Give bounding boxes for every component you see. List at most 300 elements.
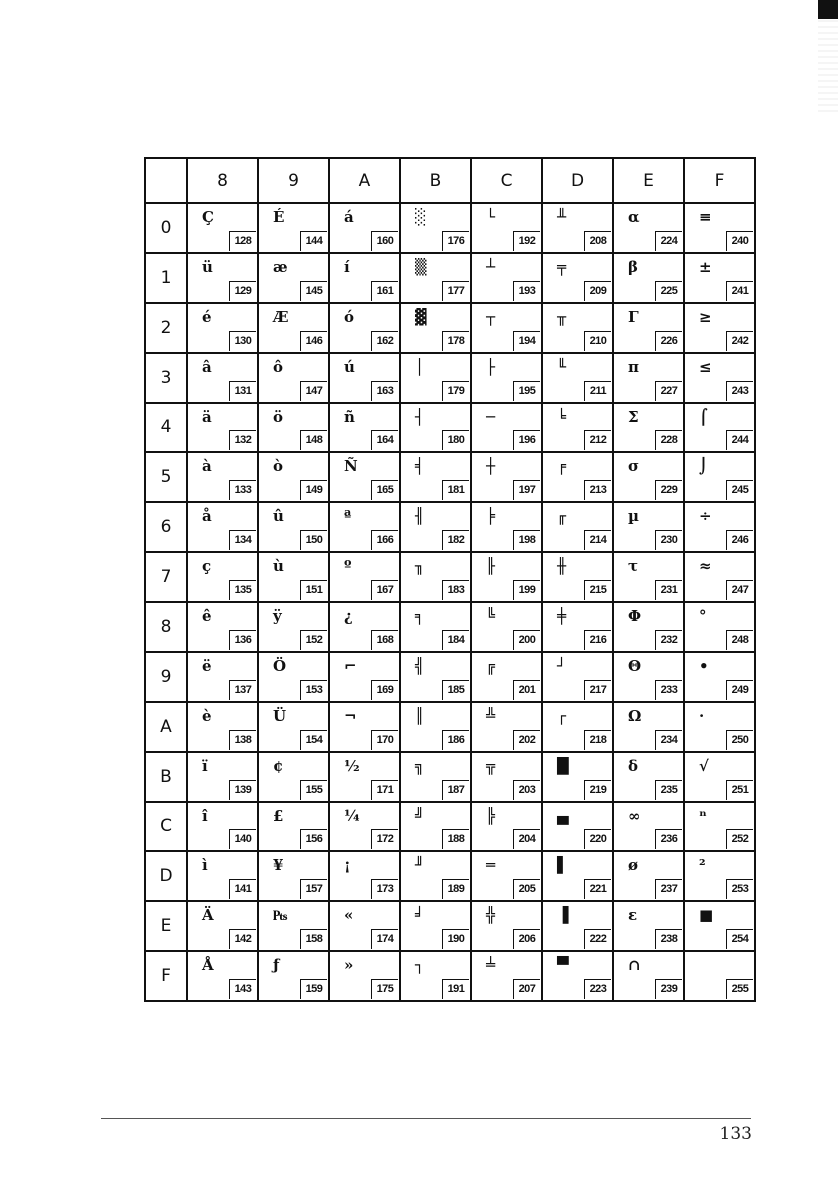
code-number: 209 [584,281,611,301]
code-number: 161 [371,281,398,301]
column-header-row [145,158,755,203]
char-cell [400,702,471,752]
glyph: ┴ [486,257,496,276]
glyph: Ω [628,706,642,725]
glyph: ø [628,856,639,875]
glyph: ô [273,357,284,376]
glyph: ê [202,607,212,625]
char-cell [258,452,329,502]
page-number: 133 [719,1124,752,1144]
char-cell [258,552,329,602]
row-header: 0 [145,203,187,253]
glyph: ╞ [486,507,496,526]
char-cell [187,602,258,652]
footer-rule [101,1118,751,1119]
glyph: ± [699,257,712,276]
char-cell [400,552,471,602]
glyph: ü [202,257,213,276]
glyph: ¬ [344,706,357,725]
glyph: ╨ [557,208,567,226]
char-cell [329,552,400,602]
char-cell [187,353,258,403]
glyph: ┤ [415,407,425,426]
glyph: è [202,706,212,725]
char-cell [471,951,542,1001]
code-number: 168 [371,630,398,650]
char-cell [400,303,471,353]
glyph: ▓ [415,307,427,326]
glyph: ÷ [699,507,712,526]
code-number: 189 [442,879,469,899]
table-row [145,602,755,652]
code-number: 222 [584,929,611,949]
glyph: ┌ [557,706,567,725]
char-cell [684,303,755,353]
code-number: 169 [371,680,398,700]
glyph: Æ [273,307,289,326]
code-number: 226 [655,331,682,351]
char-cell [542,552,613,602]
column-header: A [329,158,400,203]
char-cell [329,802,400,852]
code-number: 159 [300,979,327,999]
glyph: ╢ [415,507,425,526]
char-cell [471,403,542,453]
scan-corner-mark [818,0,838,19]
char-cell [613,203,684,253]
code-number: 253 [726,879,753,899]
glyph: α [628,208,640,226]
code-number: 142 [229,929,256,949]
char-cell [684,552,755,602]
char-cell [542,303,613,353]
code-number: 254 [726,929,753,949]
code-number: 178 [442,331,469,351]
char-cell [187,203,258,253]
code-number: 247 [726,580,753,600]
char-cell [542,602,613,652]
glyph: ║ [415,706,425,725]
row-header: D [145,851,187,901]
glyph: ª [344,507,352,526]
glyph: δ [628,756,639,775]
glyph: Ö [273,656,287,675]
code-number: 144 [300,231,327,251]
glyph: ⌡ [699,457,708,476]
char-cell [613,602,684,652]
glyph: π [628,357,639,376]
char-cell [400,951,471,1001]
code-number: 143 [229,979,256,999]
glyph: æ [273,257,288,276]
code-number: 157 [300,879,327,899]
char-cell [400,602,471,652]
glyph: £ [273,806,284,825]
glyph: î [202,806,208,825]
glyph: ╫ [557,557,567,576]
code-number: 139 [229,780,256,800]
char-cell [542,752,613,802]
char-cell [400,652,471,702]
table-row [145,303,755,353]
char-cell [684,951,755,1001]
glyph: ╜ [415,856,425,875]
code-number: 249 [726,680,753,700]
glyph: í [344,257,350,276]
char-cell [329,602,400,652]
code-number: 236 [655,829,682,849]
code-number: 166 [371,530,398,550]
code-number: 211 [584,381,611,401]
glyph: ¥ [273,856,284,875]
glyph: ▐ [557,906,569,925]
code-number: 238 [655,929,682,949]
column-header: 8 [187,158,258,203]
char-cell [684,353,755,403]
glyph: ö [273,407,284,426]
row-header: E [145,901,187,951]
char-cell [542,901,613,951]
glyph: ╡ [415,457,425,476]
glyph: ë [202,656,212,675]
char-cell [613,702,684,752]
column-header: F [684,158,755,203]
code-number: 137 [229,680,256,700]
code-number: 153 [300,680,327,700]
glyph: ⌐ [344,656,357,675]
code-number: 147 [300,381,327,401]
glyph: ╥ [557,307,567,326]
glyph: ╛ [415,906,425,925]
table-row [145,502,755,552]
char-cell [187,552,258,602]
char-cell [613,951,684,1001]
code-number: 219 [584,780,611,800]
code-number: 186 [442,730,469,750]
glyph: ¢ [273,756,284,775]
glyph: τ [628,557,639,576]
code-number: 136 [229,630,256,650]
glyph: Å [202,956,214,975]
char-cell [187,303,258,353]
code-number: 134 [229,530,256,550]
char-cell [258,702,329,752]
glyph: ≤ [699,357,712,376]
char-cell [471,552,542,602]
char-cell [258,901,329,951]
char-cell [258,353,329,403]
char-cell [258,303,329,353]
glyph: ┬ [486,307,496,326]
code-number: 230 [655,530,682,550]
glyph: â [202,357,212,376]
glyph: ╦ [486,756,496,775]
code-number: 244 [726,430,753,450]
glyph: µ [628,507,639,526]
code-number: 146 [300,331,327,351]
char-cell [329,851,400,901]
char-cell [684,403,755,453]
glyph: ∞ [628,806,641,825]
code-number: 240 [726,231,753,251]
row-header: B [145,752,187,802]
char-cell [187,702,258,752]
glyph: ₧ [273,906,288,925]
glyph: ╘ [557,407,567,426]
char-cell [684,502,755,552]
char-cell [329,702,400,752]
row-header: 4 [145,403,187,453]
code-number: 150 [300,530,327,550]
char-cell [329,652,400,702]
char-cell [258,752,329,802]
char-cell [613,652,684,702]
char-cell [187,951,258,1001]
row-header: 6 [145,502,187,552]
char-cell [471,502,542,552]
char-cell [542,203,613,253]
char-cell [471,901,542,951]
glyph: ╖ [415,557,425,576]
glyph: ε [628,906,638,925]
char-cell [684,901,755,951]
code-number: 221 [584,879,611,899]
glyph: Γ [628,307,639,326]
glyph: ÿ [273,607,282,625]
code-number: 231 [655,580,682,600]
char-cell [684,652,755,702]
code-number: 214 [584,530,611,550]
code-number: 246 [726,530,753,550]
char-cell [400,403,471,453]
code-number: 188 [442,829,469,849]
glyph: Ñ [344,457,358,476]
glyph: ╓ [557,507,567,526]
char-cell [613,802,684,852]
glyph: Ü [273,706,287,725]
char-cell [542,652,613,702]
table-row [145,652,755,702]
glyph: á [344,208,354,226]
glyph: ╙ [557,357,567,376]
glyph: ├ [486,357,496,376]
code-number: 184 [442,630,469,650]
glyph: Φ [628,607,642,625]
glyph: ¡ [344,856,351,875]
char-cell [187,253,258,303]
row-header: 9 [145,652,187,702]
char-cell [542,851,613,901]
glyph: ╧ [486,956,496,975]
column-header: C [471,158,542,203]
char-cell [471,702,542,752]
glyph: ¼ [344,806,360,825]
char-cell [329,452,400,502]
code-number: 242 [726,331,753,351]
column-header: E [613,158,684,203]
char-cell [542,502,613,552]
code-number: 175 [371,979,398,999]
table-row [145,552,755,602]
code-number: 212 [584,430,611,450]
row-header: F [145,951,187,1001]
table-row [145,951,755,1001]
char-cell [613,552,684,602]
glyph: ² [699,856,706,875]
code-number: 128 [229,231,256,251]
code-number: 229 [655,480,682,500]
code-number: 171 [371,780,398,800]
char-cell [613,403,684,453]
code-number: 203 [513,780,540,800]
code-number: 215 [584,580,611,600]
code-number: 218 [584,730,611,750]
code-number: 193 [513,281,540,301]
glyph: ƒ [273,956,280,975]
char-cell [613,502,684,552]
glyph: ▌ [557,856,569,875]
row-header: 8 [145,602,187,652]
glyph: « [344,906,354,925]
code-number: 176 [442,231,469,251]
char-cell [329,403,400,453]
char-cell [258,203,329,253]
table-body [145,203,755,1001]
code-number: 197 [513,480,540,500]
code-number: 191 [442,979,469,999]
char-cell [400,502,471,552]
glyph: β [628,257,638,276]
column-header: 9 [258,158,329,203]
glyph: ╣ [415,656,425,675]
char-cell [329,203,400,253]
code-number: 190 [442,929,469,949]
glyph: ╠ [486,806,496,825]
code-number: 172 [371,829,398,849]
code-number: 148 [300,430,327,450]
row-header: 5 [145,452,187,502]
char-cell [613,452,684,502]
char-cell [542,403,613,453]
code-number: 174 [371,929,398,949]
glyph: ñ [344,407,355,426]
code-number: 227 [655,381,682,401]
table-row [145,802,755,852]
code-number: 202 [513,730,540,750]
code-number: 194 [513,331,540,351]
char-cell [613,253,684,303]
glyph: σ [628,457,640,476]
char-cell [400,752,471,802]
char-cell [613,353,684,403]
char-cell [258,403,329,453]
glyph: ╟ [486,557,496,576]
glyph: ╒ [557,457,567,476]
glyph: ╪ [557,607,567,625]
code-number: 237 [655,879,682,899]
code-number: 180 [442,430,469,450]
char-cell [542,353,613,403]
table-row [145,203,755,253]
code-number: 233 [655,680,682,700]
glyph: • [699,656,709,675]
table-row [145,253,755,303]
glyph: · [699,706,705,725]
glyph: ∩ [628,956,641,975]
char-cell [684,253,755,303]
glyph: ≡ [699,208,712,226]
char-cell [542,253,613,303]
code-number: 181 [442,480,469,500]
char-cell [329,253,400,303]
glyph: É [273,208,285,226]
char-cell [400,203,471,253]
code-number: 158 [300,929,327,949]
glyph: ╔ [486,656,496,675]
char-cell [471,602,542,652]
code-number: 206 [513,929,540,949]
glyph: █ [557,756,569,775]
code-number: 201 [513,680,540,700]
character-code-table [144,157,756,1002]
char-cell [471,752,542,802]
code-number: 195 [513,381,540,401]
code-number: 133 [229,480,256,500]
glyph: Ä [202,906,214,925]
code-number: 135 [229,580,256,600]
code-number: 163 [371,381,398,401]
code-number: 149 [300,480,327,500]
char-cell [471,802,542,852]
char-cell [187,652,258,702]
code-number: 152 [300,630,327,650]
glyph: ░ [415,208,427,226]
glyph: Θ [628,656,642,675]
char-cell [258,602,329,652]
glyph: ì [202,856,208,875]
char-cell [471,203,542,253]
glyph: ╚ [486,607,496,625]
corner-cell [145,158,187,203]
glyph: ┼ [486,457,496,476]
code-number: 225 [655,281,682,301]
code-number: 248 [726,630,753,650]
table-row [145,752,755,802]
char-cell [613,303,684,353]
code-number: 205 [513,879,540,899]
glyph: é [202,307,212,326]
char-cell [329,303,400,353]
table-row [145,452,755,502]
glyph: ■ [699,906,714,925]
code-number: 182 [442,530,469,550]
code-number: 167 [371,580,398,600]
code-number: 156 [300,829,327,849]
glyph: ┐ [415,956,425,975]
row-header: 3 [145,353,187,403]
code-number: 199 [513,580,540,600]
row-header: 2 [145,303,187,353]
glyph: ù [273,557,284,576]
code-number: 223 [584,979,611,999]
char-cell [187,752,258,802]
code-number: 141 [229,879,256,899]
code-number: 235 [655,780,682,800]
code-number: 170 [371,730,398,750]
char-cell [542,802,613,852]
code-number: 251 [726,780,753,800]
code-number: 243 [726,381,753,401]
